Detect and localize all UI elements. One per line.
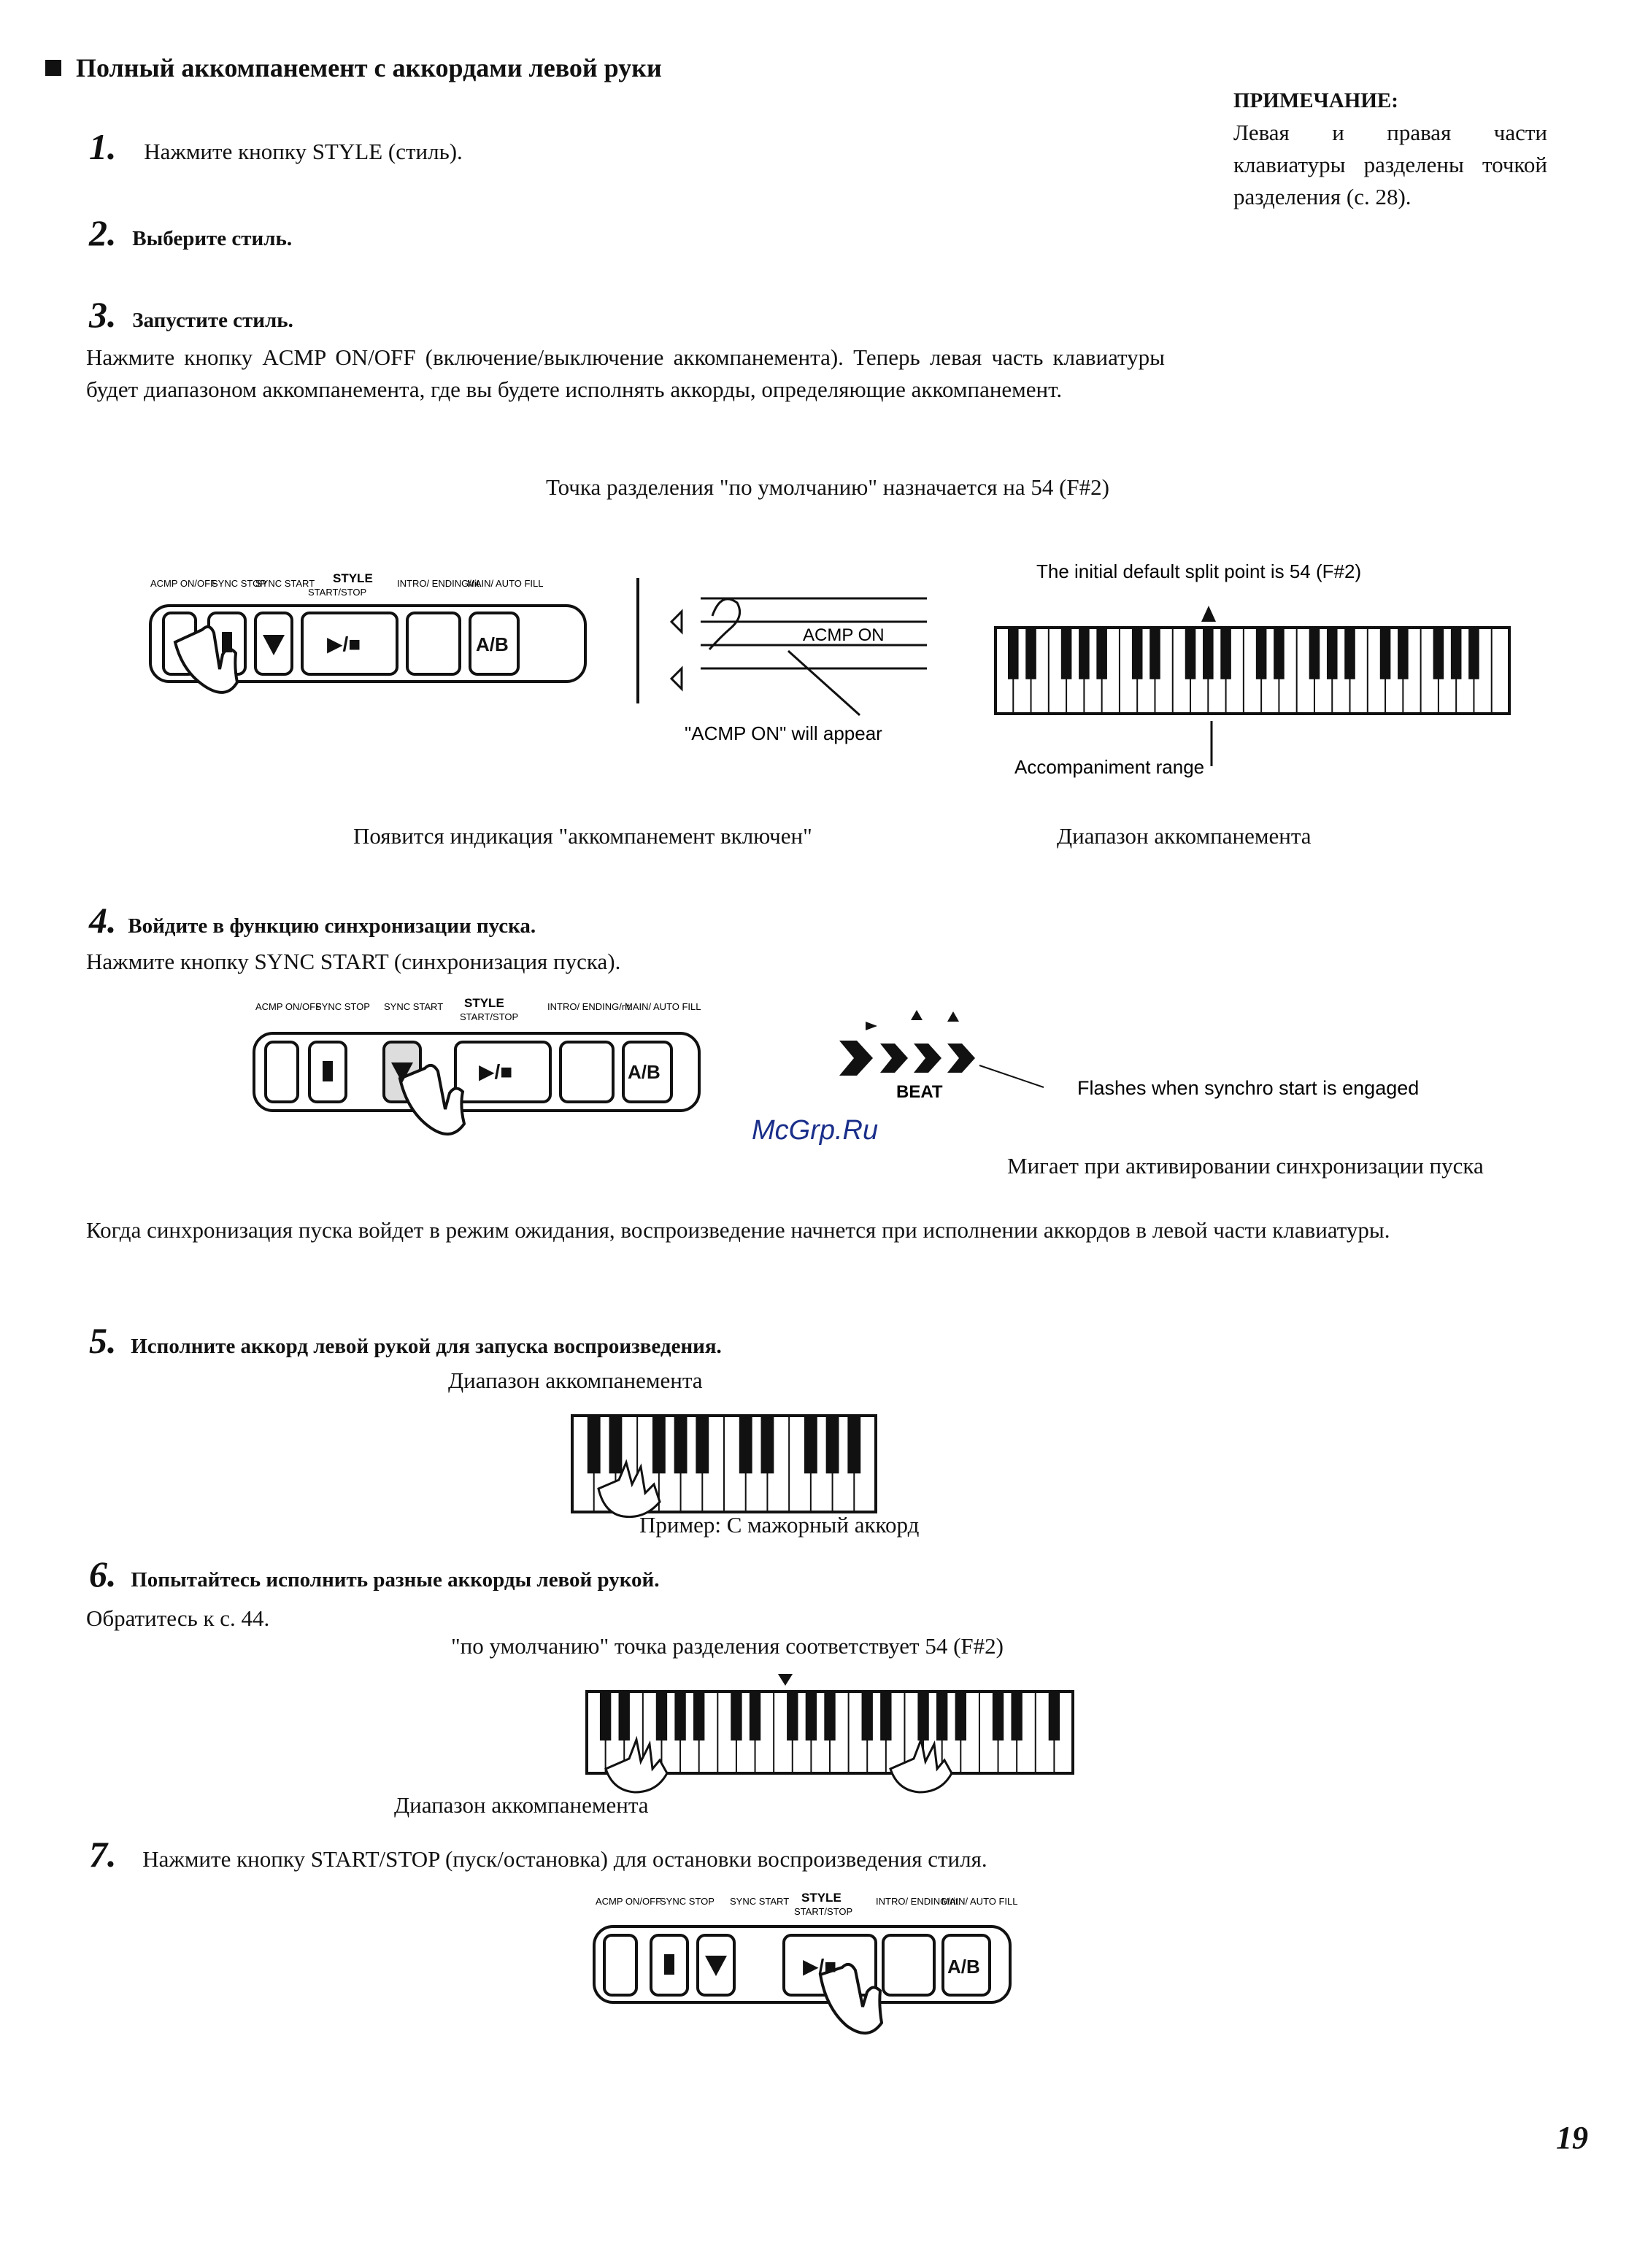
panel-label-sync-start: SYNC START: [255, 578, 315, 589]
black-key: [1149, 628, 1160, 679]
note-box: [1233, 85, 1547, 213]
panel3-label-acmp: ACMP ON/OFF: [596, 1896, 662, 1907]
acmp-on-display-figure: [671, 569, 934, 759]
black-key: [1274, 628, 1285, 679]
black-key: [862, 1692, 873, 1740]
black-key: [1433, 628, 1444, 679]
panel2-label-intro: INTRO/ ENDING/rit.: [547, 1001, 633, 1012]
black-key: [1049, 1692, 1060, 1740]
step-1-text: Нажмите кнопку STYLE (стиль).: [144, 139, 463, 164]
step-7-text: Нажмите кнопку START/STOP (пуск/остановка) для остановки воспроизведения стиля.: [142, 1846, 987, 1872]
black-key: [609, 1416, 623, 1473]
step-4-text: Войдите в функцию синхронизации пуска.: [128, 914, 536, 938]
beat-indicator-figure: [825, 1000, 1420, 1131]
panel-ab-button: A/B: [476, 633, 509, 655]
panel3-ab-button: A/B: [947, 1956, 980, 1978]
black-key: [588, 1416, 601, 1473]
accompaniment-range-text: Accompaniment range: [1014, 756, 1205, 778]
black-key: [847, 1416, 860, 1473]
heading-text: Полный аккомпанемент с аккордами левой руки: [76, 53, 662, 82]
panel-label-style: STYLE: [333, 571, 373, 585]
step-1: [89, 126, 463, 168]
note-title: ПРИМЕЧАНИЕ:: [1233, 89, 1398, 112]
acmp-on-appear-text: "ACMP ON" will appear: [685, 722, 882, 744]
black-key: [804, 1416, 817, 1473]
panel3-label-main: MAIN/ AUTO FILL: [941, 1896, 1018, 1907]
step-2: [89, 212, 292, 254]
split-keyboard-figure: [584, 1667, 1080, 1798]
section-heading: [45, 53, 662, 83]
step-6-text: Попытайтесь исполнить разные аккорды левой рукой.: [131, 1568, 660, 1592]
black-key: [750, 1692, 760, 1740]
black-key: [787, 1692, 798, 1740]
panel-label-intro: INTRO/ ENDING/rit.: [397, 578, 482, 589]
step-4-body: Нажмите кнопку SYNC START (синхронизация пуска).: [86, 949, 621, 974]
caption-chord-example: Пример: С мажорный аккорд: [639, 1512, 920, 1538]
watermark: McGrp.Ru: [752, 1115, 879, 1146]
black-key: [1309, 628, 1320, 679]
step-3-number: 3.: [89, 294, 117, 335]
panel2-play-button: ▶/■: [479, 1060, 513, 1083]
black-key: [1025, 628, 1036, 679]
black-key: [936, 1692, 947, 1740]
black-key: [1327, 628, 1338, 679]
step-7-number: 7.: [89, 1834, 117, 1875]
keyboard-split-figure: [993, 555, 1518, 803]
step-5-number: 5.: [89, 1320, 117, 1361]
step-3-text: Запустите стиль.: [132, 309, 293, 332]
step-2-text: Выберите стиль.: [132, 227, 293, 250]
step-3-body: Нажмите кнопку ACMP ON/OFF (включение/выключение аккомпанемента). Теперь левая часть клавиатуры будет диапазоном аккомпанемента, где вы будете исполнять аккорды, определяющие аккомпанемент.: [86, 344, 1165, 402]
black-key: [652, 1416, 666, 1473]
black-key: [693, 1692, 704, 1740]
note-text: Левая и правая части клавиатуры разделены точкой разделения (с. 28).: [1233, 120, 1547, 209]
black-key: [600, 1692, 611, 1740]
panel2-label-main: MAIN/ AUTO FILL: [625, 1001, 701, 1012]
black-key: [674, 1416, 688, 1473]
black-key: [880, 1692, 891, 1740]
black-key: [826, 1416, 839, 1473]
caption-sync-wait: Когда синхронизация пуска войдет в режим ожидания, воспроизведение начнется при исполнении аккордов в левой части клавиатуры.: [86, 1217, 1390, 1243]
style-panel-stop-figure: [587, 1889, 1025, 2056]
range-label-6: Диапазон аккомпанемента: [394, 1792, 649, 1818]
style-panel-sync-figure: [248, 992, 715, 1160]
black-key: [824, 1692, 835, 1740]
black-key: [1256, 628, 1267, 679]
beat-label: BEAT: [896, 1082, 943, 1102]
page-number: 19: [1556, 2120, 1588, 2156]
panel-label-start-stop: START/STOP: [308, 587, 367, 598]
panel3-label-sync-stop: SYNC STOP: [660, 1896, 715, 1907]
panel2-label-start-stop: START/STOP: [460, 1011, 519, 1022]
initial-split-text: The initial default split point is 54 (F#2): [1036, 560, 1362, 582]
black-key: [1132, 628, 1143, 679]
black-key: [1008, 628, 1019, 679]
caption-acmp-range: Диапазон аккомпанемента: [1057, 823, 1312, 849]
panel-play-button: ▶/■: [327, 633, 361, 655]
flashes-text: Flashes when synchro start is engaged: [1077, 1077, 1420, 1099]
black-key: [806, 1692, 817, 1740]
step-7: [89, 1833, 987, 1875]
step-2-number: 2.: [89, 212, 117, 253]
black-key: [1468, 628, 1479, 679]
black-key: [1061, 628, 1072, 679]
panel3-label-start-stop: START/STOP: [794, 1906, 853, 1917]
panel3-label-sync-start: SYNC START: [730, 1896, 790, 1907]
figure-divider: [636, 578, 639, 703]
black-key: [619, 1692, 630, 1740]
chord-keyboard-figure: [569, 1408, 883, 1525]
black-key: [955, 1692, 966, 1740]
panel-label-acmp: ACMP ON/OFF: [150, 578, 217, 589]
black-key: [1096, 628, 1107, 679]
panel2-label-sync-stop: SYNC STOP: [315, 1001, 370, 1012]
panel-label-sync-stop: SYNC STOP: [212, 578, 266, 589]
panel3-play-button: ▶/■: [803, 1955, 837, 1978]
step-6: [89, 1553, 660, 1595]
style-panel-acmp-figure: [146, 569, 598, 715]
caption-split-default-6: "по умолчанию" точка разделения соответствует 54 (F#2): [451, 1633, 1004, 1659]
panel3-label-intro: INTRO/ ENDING/rit.: [876, 1896, 961, 1907]
black-key: [739, 1416, 752, 1473]
step-6-body: Обратитесь к с. 44.: [86, 1605, 270, 1631]
step-5-text: Исполните аккорд левой рукой для запуска воспроизведения.: [131, 1335, 722, 1358]
step-4: [89, 899, 536, 941]
caption-acmp-on-indication: Появится индикация "аккомпанемент включен": [353, 823, 812, 849]
step-1-number: 1.: [89, 126, 117, 167]
black-key: [1203, 628, 1214, 679]
acmp-on-display-text: ACMP ON: [803, 625, 885, 645]
range-label-5: Диапазон аккомпанемента: [448, 1368, 703, 1393]
panel3-label-style: STYLE: [801, 1891, 842, 1905]
black-key: [1185, 628, 1196, 679]
black-key: [696, 1416, 709, 1473]
panel2-ab-button: A/B: [628, 1061, 661, 1083]
caption-beat-blink: Мигает при активировании синхронизации пуска: [1007, 1153, 1484, 1179]
step-5: [89, 1319, 722, 1362]
black-key: [1344, 628, 1355, 679]
black-key: [1220, 628, 1231, 679]
black-key: [1079, 628, 1090, 679]
step-6-number: 6.: [89, 1554, 117, 1594]
panel2-label-style: STYLE: [464, 996, 504, 1010]
step-3: [89, 293, 293, 336]
bullet-square-icon: [45, 60, 61, 76]
panel2-label-acmp: ACMP ON/OFF: [255, 1001, 322, 1012]
caption-default-split: Точка разделения "по умолчанию" назначается на 54 (F#2): [546, 474, 1109, 500]
black-key: [1451, 628, 1462, 679]
black-key: [674, 1692, 685, 1740]
black-key: [1398, 628, 1409, 679]
black-key: [1380, 628, 1391, 679]
step-4-number: 4.: [89, 900, 117, 941]
black-key: [993, 1692, 1004, 1740]
black-key: [917, 1692, 928, 1740]
panel-label-main: MAIN/ AUTO FILL: [467, 578, 544, 589]
black-key: [1011, 1692, 1022, 1740]
black-key: [761, 1416, 774, 1473]
black-key: [656, 1692, 667, 1740]
black-key: [731, 1692, 742, 1740]
panel2-label-sync-start: SYNC START: [384, 1001, 444, 1012]
